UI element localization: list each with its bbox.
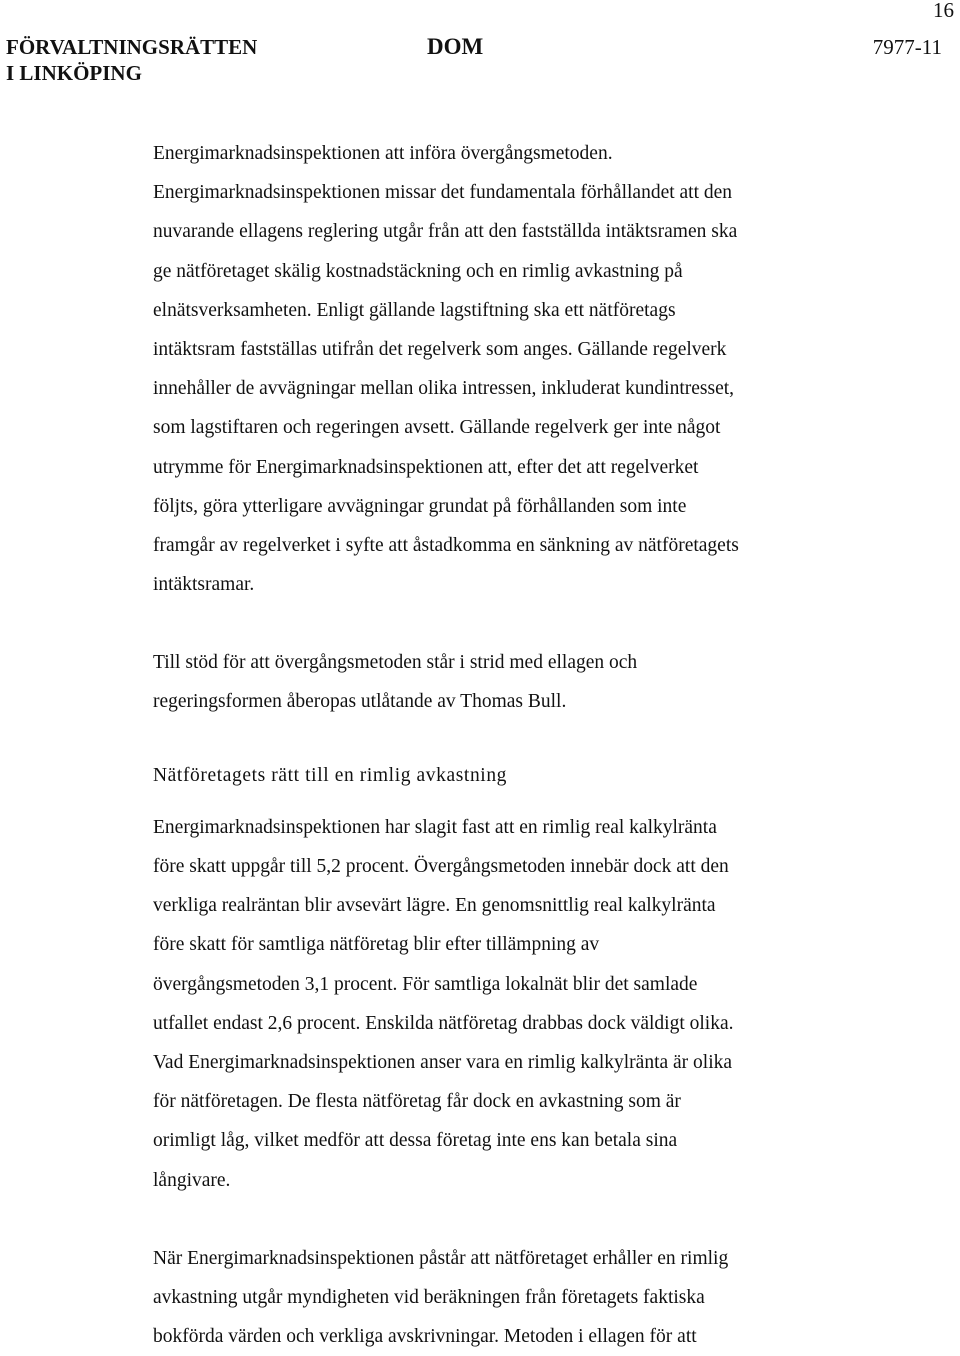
text-line: Vad Energimarknadsinspektionen anser vara en rimlig kalkylränta är olika [153, 1051, 733, 1073]
text-line: utrymme för Energimarknadsinspektionen att, efter det att regelverket [153, 456, 699, 478]
text-line: långivare. [153, 1169, 231, 1191]
text-line: elnätsverksamheten. Enligt gällande lagstiftning ska ett nätföretags [153, 299, 676, 321]
case-number: 7977-11 [872, 35, 942, 59]
court-name [6, 34, 257, 86]
court-name-line1: FÖRVALTNINGSRÄTTEN [6, 35, 258, 59]
court-name-line2: I LINKÖPING [6, 61, 142, 85]
paragraph-2 [153, 643, 853, 721]
text-line: intäktsramar. [153, 574, 255, 596]
page-number: 16 [933, 0, 954, 22]
text-line: innehåller de avvägningar mellan olika intressen, inkluderat kundintresset, [153, 378, 735, 400]
text-line: regeringsformen åberopas utlåtande av Thomas Bull. [153, 691, 567, 713]
text-line: som lagstiftaren och regeringen avsett. Gällande regelverk ger inte något [153, 417, 721, 439]
text-line: före skatt för samtliga nätföretag blir efter tillämpning av [153, 934, 600, 956]
text-line: Energimarknadsinspektionen har slagit fast att en rimlig real kalkylränta [153, 816, 717, 838]
text-line: intäktsram fastställas utifrån det regelverk som anges. Gällande regelverk [153, 338, 727, 360]
text-line: följts, göra ytterligare avvägningar grundat på förhållanden som inte [153, 495, 687, 517]
text-line: verkliga realräntan blir avsevärt lägre. En genomsnittlig real kalkylränta [153, 895, 716, 917]
text-line: När Energimarknadsinspektionen påstår att nätföretaget erhåller en rimlig [153, 1247, 729, 1269]
text-line: framgår av regelverket i syfte att åstadkomma en sänkning av nätföretagets [153, 534, 739, 556]
text-line: före skatt uppgår till 5,2 procent. Övergångsmetoden innebär dock att den [153, 856, 729, 877]
paragraph-3 [153, 808, 853, 1200]
document-type: DOM [427, 34, 484, 59]
text-line: utfallet endast 2,6 procent. Enskilda nätföretag drabbas dock väldigt olika. [153, 1012, 734, 1034]
paragraph-4 [153, 1239, 853, 1356]
text-line: för nätföretagen. De flesta nätföretag får dock en avkastning som är [153, 1091, 681, 1113]
text-line: ge nätföretaget skälig kostnadstäckning och en rimlig avkastning på [153, 260, 683, 282]
text-line: Energimarknadsinspektionen att införa övergångsmetoden. [153, 143, 613, 164]
text-line: bokförda värden och verkliga avskrivningar. Metoden i ellagen för att [153, 1326, 697, 1348]
text-line: avkastning utgår myndigheten vid beräkningen från företagets faktiska [153, 1286, 705, 1308]
section-heading: Nätföretagets rätt till en rimlig avkastning [153, 764, 508, 786]
text-line: nuvarande ellagens reglering utgår från att den fastställda intäktsramen ska [153, 221, 738, 243]
paragraph-1 [153, 134, 853, 604]
text-line: Energimarknadsinspektionen missar det fundamentala förhållandet att den [153, 182, 733, 204]
text-line: Till stöd för att övergångsmetoden står i strid med ellagen och [153, 652, 638, 674]
document-body [153, 134, 853, 1356]
text-line: orimligt låg, vilket medför att dessa företag inte ens kan betala sina [153, 1130, 678, 1152]
text-line: övergångsmetoden 3,1 procent. För samtliga lokalnät blir det samlade [153, 973, 698, 995]
